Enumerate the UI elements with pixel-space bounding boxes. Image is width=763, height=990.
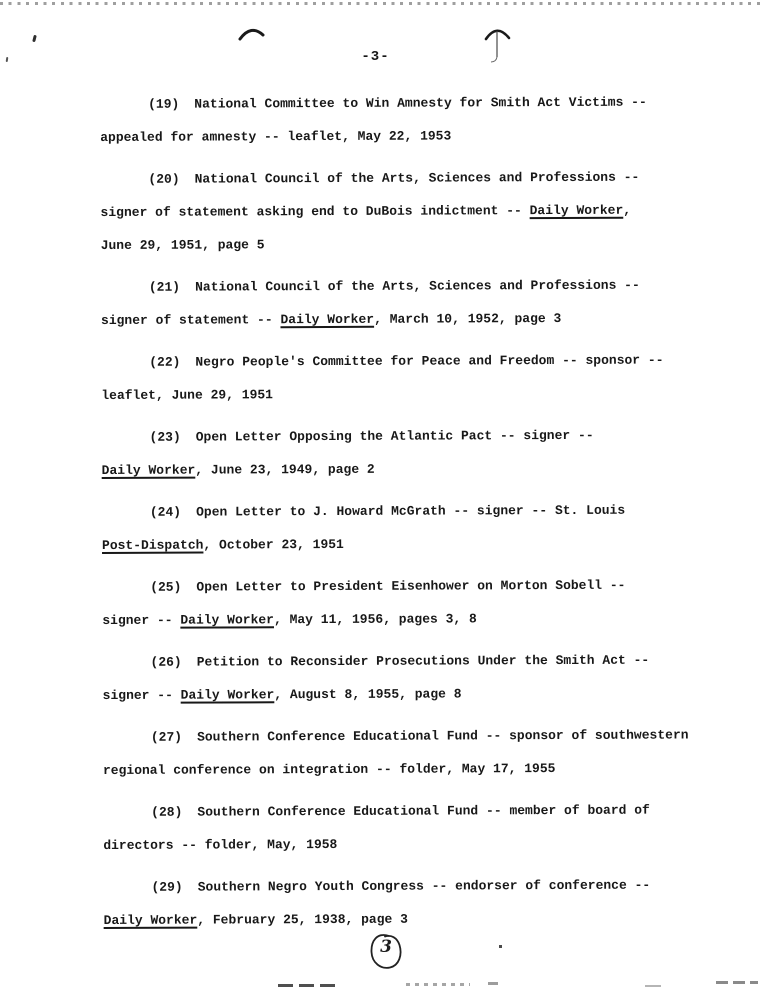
scan-edge-artifact (645, 985, 661, 987)
scan-edge-artifact (488, 982, 498, 985)
publication-name: Daily Worker (103, 912, 198, 928)
entry-text: , March 10, 1952, page 3 (374, 310, 562, 327)
scan-edge-artifact (278, 984, 340, 987)
page-number: -3- (361, 49, 390, 65)
list-entry (100, 160, 725, 262)
entry-text: , October 23, 1951 (203, 536, 344, 553)
entry-text: Open Letter to President Eisenhower on Morton Sobell -- signer -- (102, 577, 626, 628)
scan-edge-artifact (406, 983, 470, 986)
scan-speck (32, 35, 37, 43)
list-entry (101, 343, 726, 412)
list-entry (101, 418, 726, 487)
publication-name: Daily Worker (180, 687, 275, 703)
entry-text: National Council of the Arts, Sciences and Professions -- signer of statement asking end to DuBois indictment -- (100, 169, 640, 220)
entry-number: (21) (148, 279, 181, 295)
publication-name: Daily Worker (101, 462, 196, 478)
entry-text: Southern Conference Educational Fund -- member of board of directors -- folder, May, 1958 (103, 802, 650, 853)
entry-text: Southern Conference Educational Fund -- sponsor of southwestern regional conference on integration -- folder, May 17, 1955 (102, 727, 689, 778)
entry-text: , May 11, 1956, pages 3, 8 (273, 611, 477, 628)
entry-text: National Council of the Arts, Sciences and Professions -- signer of statement -- (100, 277, 640, 328)
entry-number: (20) (148, 171, 180, 187)
entry-text: , June 23, 1949, page 2 (195, 461, 375, 478)
perforation-dots-artifact (0, 2, 763, 5)
publication-name: Daily Worker (529, 202, 624, 219)
list-entry (101, 268, 726, 337)
entry-text: Southern Negro Youth Congress -- endorser of conference -- (197, 877, 651, 895)
entry-text: Negro People's Committee for Peace and Freedom -- sponsor -- leaflet, June 29, 1951 (101, 352, 664, 403)
scan-edge-artifact (716, 981, 758, 984)
entry-text: , August 8, 1955, page 8 (274, 686, 462, 703)
entry-number: (24) (149, 504, 182, 520)
scan-speck (499, 945, 502, 948)
entry-number: (29) (151, 879, 183, 895)
list-entry (103, 718, 728, 787)
publication-name: Daily Worker (280, 311, 375, 328)
list-entry (102, 493, 727, 562)
list-entry (103, 868, 728, 937)
list-entry (100, 85, 725, 154)
circled-page-number-digit: 3 (380, 937, 392, 957)
entry-number: (22) (149, 354, 181, 370)
entry-number: (23) (149, 429, 181, 445)
publication-name: Post-Dispatch (101, 537, 204, 553)
entry-number: (28) (151, 804, 183, 820)
entry-text: National Committee to Win Amnesty for Smith Act Victims -- appealed for amnesty -- leaflet, May 22, 1953 (100, 94, 647, 145)
entry-text: , June 29, 1951, page 5 (100, 202, 632, 253)
publication-name: Daily Worker (180, 612, 274, 628)
entry-number: (26) (150, 654, 182, 670)
list-entry (102, 643, 727, 712)
entry-number: (25) (150, 579, 182, 595)
circled-page-number (368, 933, 404, 971)
list-entry (103, 793, 728, 862)
entry-number: (27) (150, 729, 183, 745)
handwritten-arc-icon (238, 26, 266, 44)
list-entry (102, 568, 727, 637)
document-body (100, 85, 729, 946)
entry-text: Open Letter to J. Howard McGrath -- signer -- St. Louis (196, 502, 626, 520)
entry-number: (19) (148, 96, 180, 112)
entry-text: Petition to Reconsider Prosecutions Under the Smith Act -- signer -- (102, 652, 650, 703)
entry-text: , February 25, 1938, page 3 (197, 911, 408, 928)
entry-text: Open Letter Opposing the Atlantic Pact -- signer -- (195, 427, 594, 445)
